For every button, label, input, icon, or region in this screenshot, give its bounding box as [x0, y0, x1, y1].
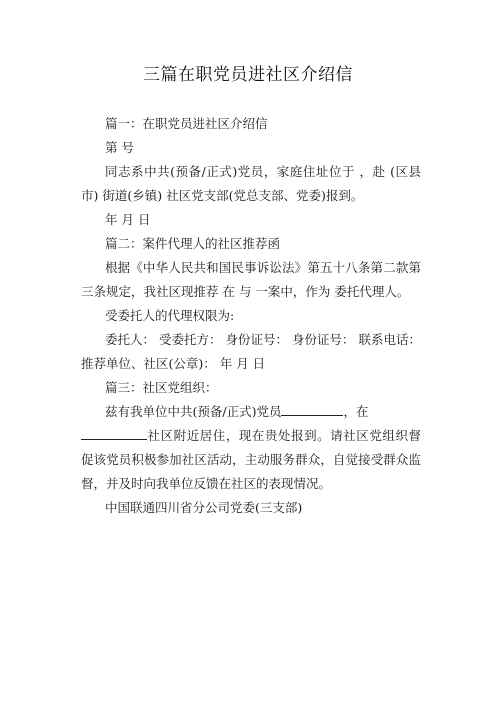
- name-blank: [281, 402, 343, 416]
- report-text-c: 社区附近居住，现在贵处报到。请社区党组织督促该党员积极参加社区活动，主动服务群众，自觉接受群众监督，并及时向我单位反馈在社区的表现情况。: [81, 428, 421, 491]
- paragraph-report: [81, 400, 421, 496]
- report-text-b: ，在: [343, 404, 369, 419]
- authority-line: 受委托人的代理权限为:: [105, 308, 235, 323]
- section-heading-2: 篇二：案件代理人的社区推荐函: [105, 236, 281, 251]
- document-title: 三篇在职党员进社区介绍信: [143, 65, 353, 85]
- community-blank: [81, 426, 147, 440]
- section-heading-1: 篇一：在职党员进社区介绍信: [105, 116, 268, 131]
- document-body: [81, 112, 421, 520]
- signature-fields: 委托人： 受委托方： 身份证号： 身份证号： 联系电话： 推荐单位、社区(公章)： 年 月 日: [81, 332, 421, 371]
- letter-number: 第 号: [105, 140, 134, 155]
- report-text-a: 兹有我单位中共(预备/正式)党员: [105, 404, 282, 419]
- issuer-line: 中国联通四川省分公司党委(三支部): [105, 500, 303, 515]
- paragraph-intro: 同志系中共(预备/正式)党员，家庭住址位于 ，赴 (区县市) 街道(乡镇) 社区党支部(党总支部、党委)报到。: [81, 164, 421, 203]
- date-line-1: 年 月 日: [105, 212, 151, 227]
- paragraph-recommendation: 根据《中华人民共和国民事诉讼法》第五十八条第二款第三条规定，我社区现推荐 在 与 一案中，作为 委托代理人。: [81, 260, 421, 299]
- section-heading-3: 篇三：社区党组织：: [105, 380, 218, 395]
